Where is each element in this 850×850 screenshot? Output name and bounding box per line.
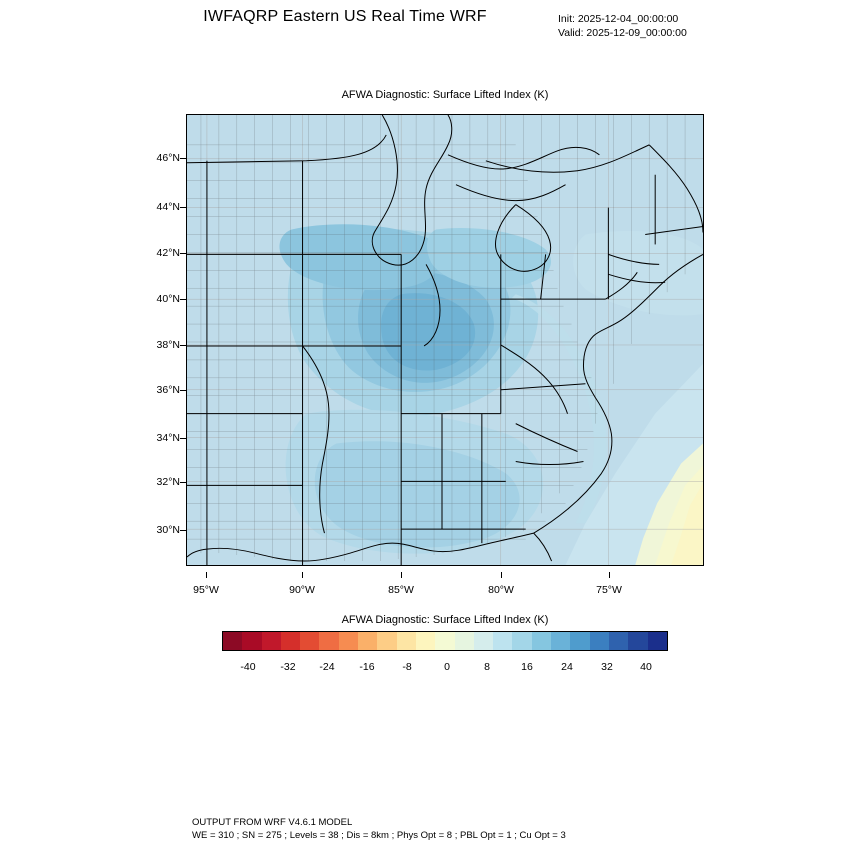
colorbar-swatch xyxy=(319,632,338,650)
colorbar-tick-labels xyxy=(222,655,668,673)
colorbar-tick-label: -8 xyxy=(402,661,412,673)
colorbar-swatch xyxy=(532,632,551,650)
colorbar-swatch xyxy=(358,632,377,650)
colorbar-swatch xyxy=(512,632,531,650)
colorbar-tick-label: 24 xyxy=(561,661,573,673)
init-time: Init: 2025-12-04_00:00:00 xyxy=(558,13,679,25)
colorbar-tick-label: -40 xyxy=(240,661,256,673)
init-valid-times xyxy=(558,12,687,40)
x-axis-tick-mark xyxy=(609,572,610,578)
y-axis-tick-mark xyxy=(180,438,186,439)
colorbar-swatch xyxy=(242,632,261,650)
y-axis-tick-mark xyxy=(180,482,186,483)
model-output-footer xyxy=(192,816,566,842)
colorbar xyxy=(222,631,668,651)
colorbar-swatch xyxy=(551,632,570,650)
y-axis-tick-mark xyxy=(180,158,186,159)
footer-line-2: WE = 310 ; SN = 275 ; Levels = 38 ; Dis = 8km ; Phys Opt = 8 ; PBL Opt = 1 ; Cu Opt = 3 xyxy=(192,830,566,841)
plot-title: AFWA Diagnostic: Surface Lifted Index (K) xyxy=(341,89,549,101)
colorbar-swatch xyxy=(377,632,396,650)
y-axis-tick-mark xyxy=(180,299,186,300)
map-canvas xyxy=(187,115,703,565)
colorbar-tick-label: 32 xyxy=(601,661,613,673)
colorbar-swatch xyxy=(474,632,493,650)
y-axis-tick-label: 42°N xyxy=(156,247,180,259)
x-axis-tick-label: 80°W xyxy=(488,584,514,596)
colorbar-swatch xyxy=(628,632,647,650)
map-plot-area xyxy=(186,114,704,566)
colorbar-swatch xyxy=(416,632,435,650)
colorbar-swatch xyxy=(590,632,609,650)
colorbar-tick-label: 16 xyxy=(521,661,533,673)
y-axis-tick-label: 32°N xyxy=(156,476,180,488)
colorbar-swatch xyxy=(609,632,628,650)
y-axis-tick-label: 38°N xyxy=(156,339,180,351)
colorbar-swatch xyxy=(223,632,242,650)
page-title: IWFAQRP Eastern US Real Time WRF xyxy=(203,8,487,25)
y-axis-tick-mark xyxy=(180,390,186,391)
x-axis-labels xyxy=(186,572,704,596)
footer-line-1: OUTPUT FROM WRF V4.6.1 MODEL xyxy=(192,817,353,828)
y-axis-tick-mark xyxy=(180,530,186,531)
x-axis-tick-mark xyxy=(206,572,207,578)
y-axis-tick-mark xyxy=(180,253,186,254)
x-axis-tick-mark xyxy=(401,572,402,578)
colorbar-swatch xyxy=(648,632,667,650)
y-axis-tick-mark xyxy=(180,345,186,346)
colorbar-tick-label: -32 xyxy=(280,661,296,673)
colorbar-swatch xyxy=(397,632,416,650)
colorbar-swatch xyxy=(435,632,454,650)
y-axis-tick-label: 46°N xyxy=(156,152,180,164)
colorbar-title: AFWA Diagnostic: Surface Lifted Index (K) xyxy=(341,614,549,626)
x-axis-tick-label: 75°W xyxy=(596,584,622,596)
y-axis-tick-label: 36°N xyxy=(156,384,180,396)
y-axis-tick-mark xyxy=(180,207,186,208)
colorbar-swatch xyxy=(339,632,358,650)
x-axis-tick-mark xyxy=(302,572,303,578)
x-axis-tick-label: 85°W xyxy=(388,584,414,596)
x-axis-tick-mark xyxy=(501,572,502,578)
colorbar-swatch xyxy=(300,632,319,650)
colorbar-tick-label: -24 xyxy=(319,661,335,673)
y-axis-tick-label: 40°N xyxy=(156,293,180,305)
colorbar-tick-label: 0 xyxy=(444,661,450,673)
colorbar-swatch xyxy=(493,632,512,650)
x-axis-tick-label: 90°W xyxy=(289,584,315,596)
y-axis-labels xyxy=(118,114,180,566)
y-axis-tick-label: 34°N xyxy=(156,432,180,444)
colorbar-swatch xyxy=(281,632,300,650)
valid-time: Valid: 2025-12-09_00:00:00 xyxy=(558,27,687,39)
y-axis-tick-label: 44°N xyxy=(156,201,180,213)
colorbar-swatch xyxy=(262,632,281,650)
x-axis-tick-label: 95°W xyxy=(193,584,219,596)
y-axis-tick-label: 30°N xyxy=(156,524,180,536)
colorbar-tick-label: 8 xyxy=(484,661,490,673)
colorbar-tick-label: -16 xyxy=(359,661,375,673)
colorbar-tick-label: 40 xyxy=(640,661,652,673)
colorbar-swatch xyxy=(455,632,474,650)
colorbar-swatch xyxy=(570,632,589,650)
